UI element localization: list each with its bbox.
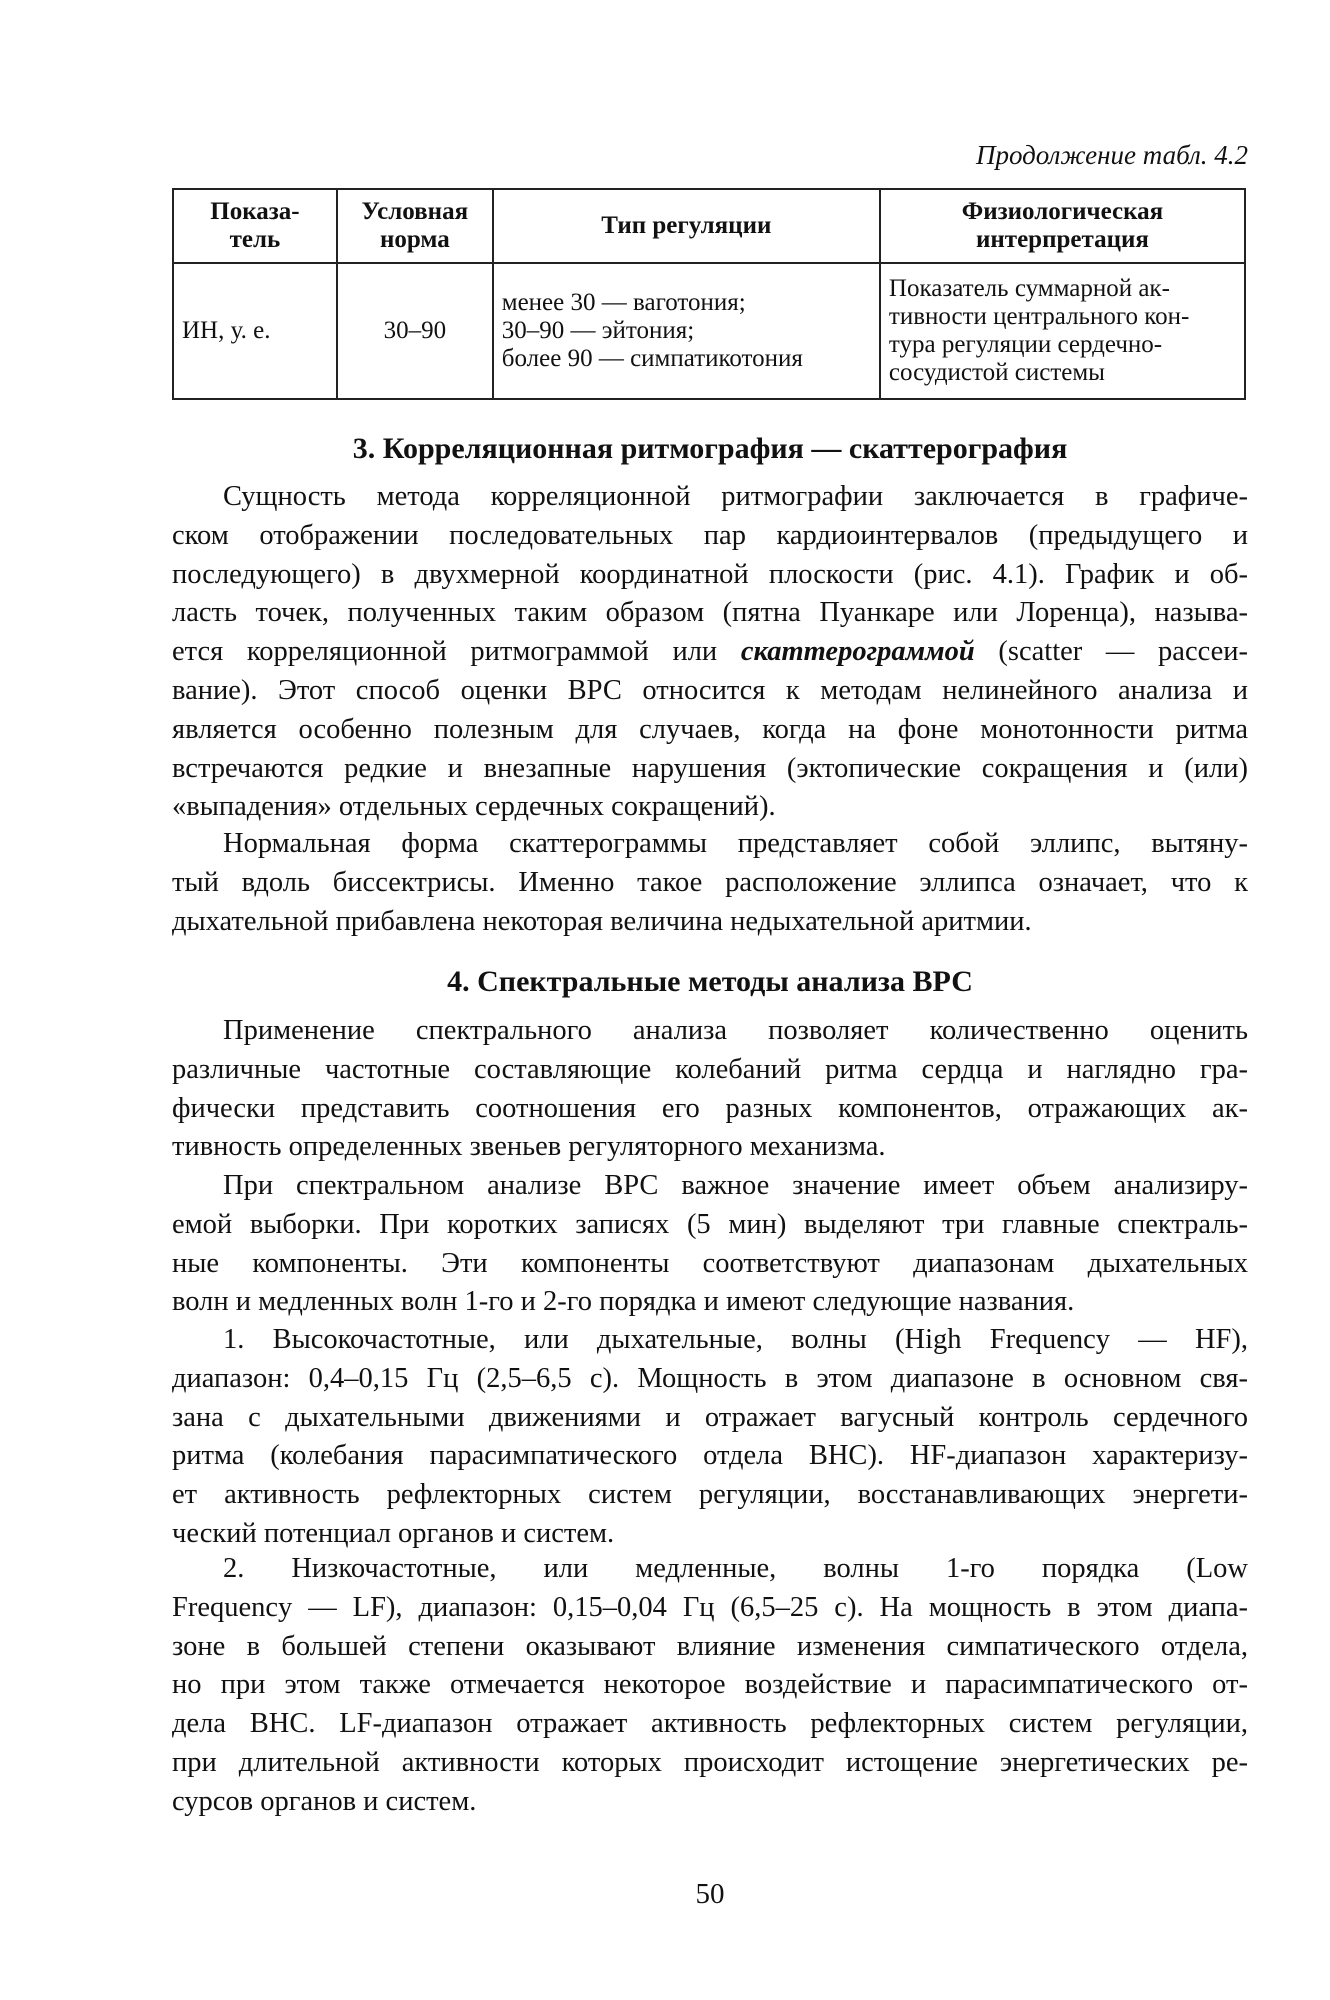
cell-indicator (173, 263, 337, 399)
cell-line: Показатель суммарной ак- (888, 275, 1170, 302)
cell-line: менее 30 — ваготония; (501, 289, 746, 316)
table-caption: Продолжение табл. 4.2 (975, 140, 1248, 170)
paragraph-normal-form (172, 825, 1248, 941)
header-indicator (173, 189, 337, 263)
header-norm (337, 189, 493, 263)
text-line: ласть точек, полученных таким образом (пятна Пуанкаре или Лоренца), называ- (172, 597, 1248, 629)
cell-line: сосудистой системы (888, 359, 1105, 386)
regulation-table (172, 188, 1246, 400)
text-segment: ется корреляционной ритмограммой или (172, 636, 741, 668)
text-line: ные компоненты. Эти компоненты соответствуют диапазонам дыхательных (172, 1247, 1248, 1279)
text-line: ском отображении последовательных пар кардиоинтервалов (предыдущего и (172, 519, 1248, 551)
text-line: встречаются редкие и внезапные нарушения (эктопические сокращения и (или) (172, 752, 1248, 784)
cell-line: интерпретация (976, 226, 1149, 253)
text-line: 1. Высокочастотные, или дыхательные, волны (High Frequency — HF), (223, 1324, 1248, 1355)
text-segment: (scatter — рассеи- (974, 636, 1248, 668)
header-interpretation (880, 189, 1245, 263)
section-heading-4: 4. Спектральные методы анализа ВРС (447, 965, 973, 998)
table-row (173, 263, 1245, 399)
cell-line: тель (229, 226, 281, 253)
text-line: 2. Низкочастотные, или медленные, волны 1-го порядка (Low (223, 1553, 1248, 1584)
cell-interpretation (880, 263, 1245, 399)
text-line: сурсов органов и систем. (172, 1785, 477, 1817)
cell-line: ИН, у. е. (182, 317, 271, 344)
text-line: тивность определенных звеньев регуляторного механизма. (172, 1131, 886, 1163)
text-line: ет активность рефлекторных систем регуляции, восстанавливающих энергети- (172, 1479, 1248, 1511)
text-line: вание). Этот способ оценки ВРС относится к методам нелинейного анализа и (172, 674, 1248, 706)
text-line: Нормальная форма скаттерограммы представляет собой эллипс, вытяну- (223, 828, 1248, 859)
paragraph-spectral-intro (172, 1012, 1248, 1167)
text-line (172, 633, 1248, 672)
text-line: фически представить соотношения его разных компонентов, отражающих ак- (172, 1092, 1248, 1124)
cell-line: 30–90 (383, 317, 447, 344)
paragraph-sample-size (172, 1167, 1248, 1322)
text-line: При спектральном анализе ВРС важное значение имеет объем анализиру- (223, 1170, 1248, 1201)
text-line: но при этом также отмечается некоторое воздействие и парасимпатического от- (172, 1669, 1248, 1701)
table-header-row (173, 189, 1245, 263)
text-line: различные частотные составляющие колебаний ритма сердца и наглядно гра- (172, 1053, 1248, 1085)
text-line: диапазон: 0,4–0,15 Гц (2,5–6,5 с). Мощность в этом диапазоне в основном свя- (172, 1362, 1248, 1394)
text-line: зоне в большей степени оказывают влияние изменения симпатического отдела, (172, 1630, 1248, 1662)
cell-norm (337, 263, 493, 399)
list-item-hf (172, 1321, 1248, 1554)
cell-line: Показа- (210, 198, 300, 225)
cell-line: норма (379, 226, 450, 253)
text-line: зана с дыхательными движениями и отражает вагусный контроль сердечного (172, 1401, 1248, 1433)
text-line: дыхательной прибавлена некоторая величина недыхательной аритмии. (172, 905, 1032, 937)
page-number: 50 (695, 1878, 725, 1910)
text-line: Frequency — LF), диапазон: 0,15–0,04 Гц (6,5–25 с). На мощность в этом диапа- (172, 1591, 1248, 1623)
cell-line: Условная (361, 198, 469, 225)
cell-line: более 90 — симпатикотония (501, 345, 803, 372)
cell-line: 30–90 — эйтония; (501, 317, 695, 344)
text-line: «выпадения» отдельных сердечных сокращений). (172, 791, 776, 823)
section-heading-3: 3. Корреляционная ритмография — скаттерография (352, 432, 1068, 465)
cell-line: Физиологическая (961, 198, 1164, 225)
paragraph-scatterography (172, 478, 1248, 827)
cell-regulation-type (493, 263, 880, 399)
text-line: ритма (колебания парасимпатического отдела ВНС). HF-диапазон характеризу- (172, 1440, 1248, 1472)
text-line: тый вдоль биссектрисы. Именно такое расположение эллипса означает, что к (172, 866, 1248, 898)
header-regulation-type (493, 189, 880, 263)
text-line: является особенно полезным для случаев, когда на фоне монотонности ритма (172, 713, 1248, 745)
text-line: Сущность метода корреляционной ритмографии заключается в графиче- (223, 481, 1248, 512)
text-line: емой выборки. При коротких записях (5 мин) выделяют три главные спектраль- (172, 1208, 1248, 1240)
text-line: волн и медленных волн 1-го и 2-го порядка и имеют следующие названия. (172, 1286, 1075, 1318)
list-item-lf (172, 1550, 1248, 1822)
cell-line: Тип регуляции (601, 212, 772, 239)
cell-line: тура регуляции сердечно- (888, 331, 1163, 358)
text-line: при длительной активности которых происходит истощение энергетических ре- (172, 1746, 1248, 1778)
emphasized-term: скаттерограммой (740, 636, 975, 668)
cell-line: тивности центрального кон- (888, 303, 1190, 330)
text-line: ческий потенциал органов и систем. (172, 1517, 615, 1549)
text-line: дела ВНС. LF-диапазон отражает активность рефлекторных систем регуляции, (172, 1708, 1248, 1740)
text-line: Применение спектрального анализа позволяет количественно оценить (223, 1015, 1248, 1046)
text-line: последующего) в двухмерной координатной плоскости (рис. 4.1). График и об- (172, 558, 1248, 590)
